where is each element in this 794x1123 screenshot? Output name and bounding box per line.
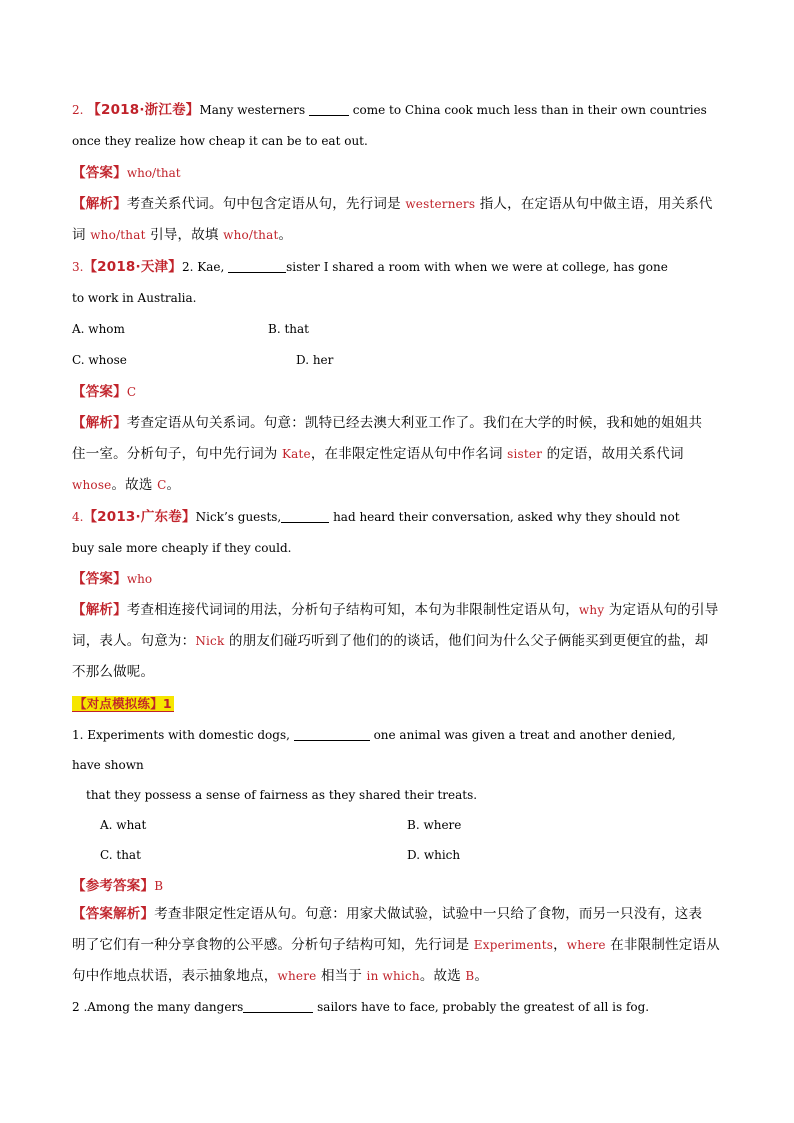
p1-option-c: C. that [100,848,141,862]
q3-text-a: 2. Kae, [181,260,229,274]
q3-option-b: B. that [268,322,309,336]
p1-answer [72,876,724,896]
p1-analysis-term: where [277,969,317,983]
p1-blank[interactable] [294,728,370,741]
q3-answer-label: 【答案】 [72,384,127,400]
q2-answer-label: 【答案】 [72,165,127,181]
q3-line-1 [72,257,724,277]
q3-analysis-1 [72,413,724,433]
q4-analysis-text: 为定语从句的引导 [604,602,719,618]
q4-analysis-term: why [578,603,605,617]
q2-source-tag: 【2018·浙江卷】 [87,102,200,118]
q4-answer-label: 【答案】 [72,571,127,587]
p1-analysis-3 [72,966,724,986]
q3-answer-value: C [126,385,136,399]
q3-option-d: D. her [296,353,334,367]
q4-source-tag: 【2013·广东卷】 [83,509,196,525]
q3-option-c: C. whose [72,353,127,367]
q4-analysis-text: 的朋友们碰巧听到了他们的的谈话，他们问为什么父子俩能买到更便宜的盐，却 [224,633,709,649]
q4-analysis-2 [72,631,724,651]
q4-answer-value: who [126,572,153,586]
section-title: 【对点模拟练】1 [74,696,172,711]
p2-line-1 [72,997,724,1017]
q2-analysis-term: who/that [90,228,146,242]
q3-analysis-term: Kate [282,447,311,461]
p1-line-2: have shown [72,758,144,772]
q3-analysis-term: sister [507,447,543,461]
p1-option-b: B. where [407,818,462,832]
section-heading [72,694,724,714]
q4-analysis-1 [72,600,724,620]
q2-blank[interactable] [309,103,349,116]
q2-analysis-term: who/that [223,228,279,242]
q4-text-b: had heard their conversation, asked why they should not [329,510,680,524]
p1-analysis-text: 相当于 [316,968,367,984]
q4-text-a: Nick’s guests, [195,510,282,524]
q3-analysis-text: 住一室。分析句子，句中先行词为 [72,446,282,462]
p1-analysis-term: Experiments [473,938,554,952]
q4-analysis-label: 【解析】 [72,602,127,618]
p1-analysis-label: 【答案解析】 [72,906,155,922]
q4-blank[interactable] [281,510,329,523]
p1-analysis-text: 句中作地点状语，表示抽象地点， [72,968,278,984]
p1-analysis-text: 在非限制性定语从 [605,937,720,953]
p1-analysis-text: 。 [474,968,489,984]
q3-analysis-label: 【解析】 [72,415,127,431]
q3-option-a: A. whom [72,322,125,336]
p1-analysis-text: 。故选 [419,968,466,984]
p1-answer-label: 【参考答案】 [72,878,155,894]
q3-text-b: sister I shared a room with when we were at college, has gone [286,260,668,274]
q2-text-b: come to China cook much less than in their own countries [348,103,707,117]
q4-analysis-3: 不那么做呢。 [72,664,155,680]
q4-number: 4. [72,510,84,524]
q2-analysis-2 [72,225,724,245]
q4-analysis-text: 词，表人。句意为： [72,633,196,649]
p1-line-3: that they possess a sense of fairness as they shared their treats. [86,788,478,802]
q2-answer-value: who/that [126,166,181,180]
q3-analysis-text: ，在非限定性定语从句中作名词 [310,446,508,462]
p1-analysis-2 [72,935,724,955]
q2-analysis-text: 词 [72,227,91,243]
p1-line-1 [72,725,724,745]
p1-analysis-term: B [465,969,475,983]
p1-analysis-term: where [566,938,606,952]
q3-blank[interactable] [228,260,286,273]
q2-analysis-text: 。 [278,227,293,243]
q3-analysis-text: 。 [166,477,181,493]
q3-analysis-text: 。故选 [111,477,158,493]
q2-line-1 [72,100,724,120]
q4-answer [72,569,724,589]
q3-analysis-3 [72,475,724,495]
q2-analysis-text: 考查关系代词。句中包含定语从句，先行词是 [126,196,406,212]
q2-analysis-1 [72,194,724,214]
q3-analysis-text: 考查定语从句关系词。句意：凯特已经去澳大利亚工作了。我们在大学的时候，我和她的姐姐共 [126,415,703,431]
q4-line-2: buy sale more cheaply if they could. [72,541,292,555]
p1-analysis-term: in which [366,969,420,983]
q3-line-2: to work in Australia. [72,291,197,305]
q3-analysis-term: C [157,478,167,492]
q3-analysis-term: whose [72,478,112,492]
p1-analysis-text: ， [553,937,567,953]
q2-text-a: Many westerners [199,103,309,117]
p2-blank[interactable] [243,1000,313,1013]
p1-analysis-text: 考查非限定性定语从句。句意：用家犬做试验，试验中一只给了食物，而另一只没有，这表 [154,906,703,922]
p1-text-b: one animal was given a treat and another denied, [369,728,676,742]
q3-answer [72,382,724,402]
q3-analysis-text: 的定语，故用关系代词 [542,446,684,462]
p1-answer-value: B [154,879,164,893]
p1-analysis-text: 明了它们有一种分享食物的公平感。分析句子结构可知，先行词是 [72,937,474,953]
q2-answer [72,163,724,183]
p1-analysis-1 [72,904,724,924]
q4-line-1 [72,507,724,527]
q2-analysis-text: 引导，故填 [145,227,224,243]
q3-source-tag: 【2018·天津】 [83,259,182,275]
q4-analysis-term: Nick [195,634,225,648]
q2-number: 2. [72,103,84,117]
p1-option-a: A. what [100,818,147,832]
p1-text-a: 1. Experiments with domestic dogs, [72,728,294,742]
p2-text-b: sailors have to face, probably the greatest of all is fog. [313,1000,650,1014]
q2-analysis-term: westerners [405,197,476,211]
q3-analysis-2 [72,444,724,464]
p1-option-d: D. which [407,848,461,862]
q3-number: 3. [72,260,84,274]
q4-analysis-text: 考查相连接代词词的用法，分析句子结构可知，本句为非限制性定语从句， [126,602,579,618]
q2-analysis-label: 【解析】 [72,196,127,212]
p2-text-a: 2 .Among the many dangers [72,1000,244,1014]
q2-line-2: once they realize how cheap it can be to eat out. [72,134,368,148]
q2-analysis-text: 指人，在定语从句中做主语，用关系代 [475,196,713,212]
